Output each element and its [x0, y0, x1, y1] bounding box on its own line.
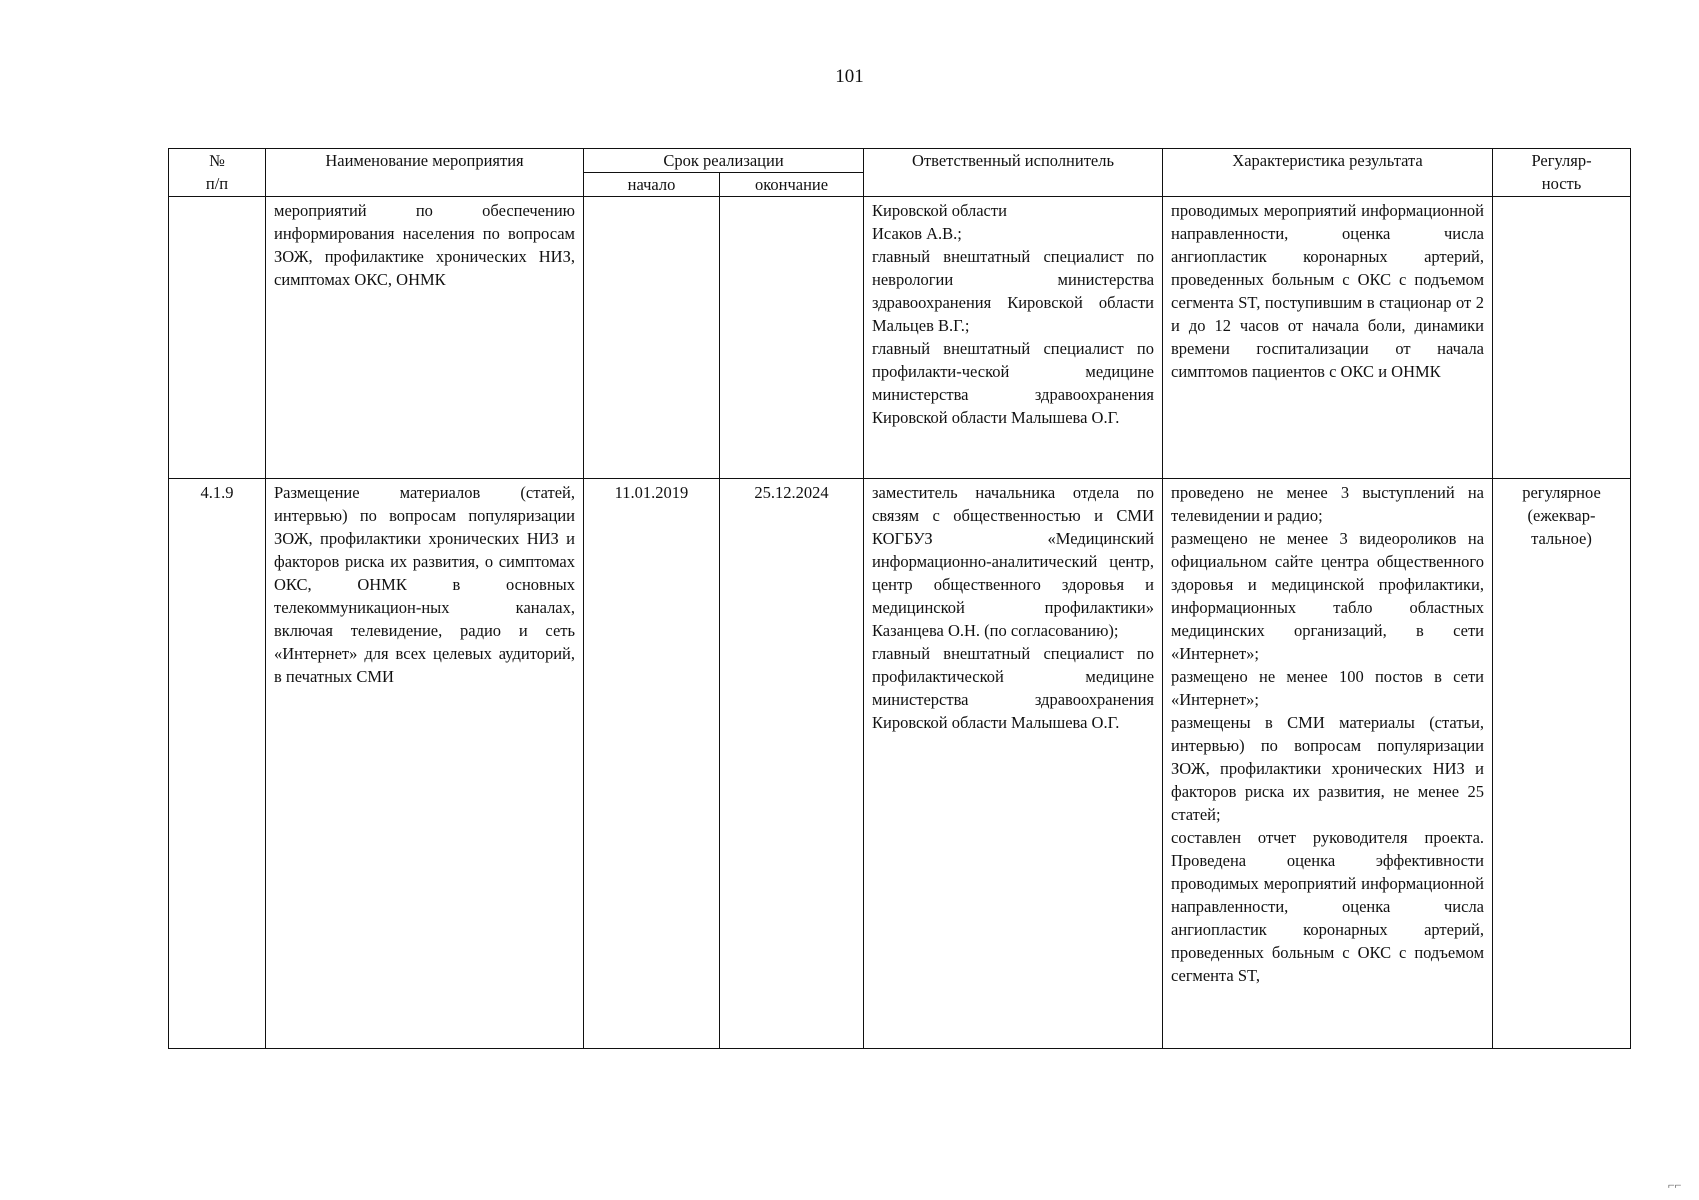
scan-corner-mark: ⌐⌐: [1668, 1178, 1682, 1192]
cell-event-name: Размещение материалов (статей, интервью) по вопросам популяризации ЗОЖ, профилактики хронических НИЗ и факторов риска их развития, о симптомах ОКС, ОНМК в основных телекоммуникацион-ных каналах, включая телевидение, радио и сеть «Интернет» для всех целевых аудиторий, в печатных СМИ: [266, 479, 584, 1049]
header-number: № п/п: [169, 149, 266, 197]
cell-regularity: [1493, 197, 1631, 479]
cell-event-name: мероприятий по обеспечению информирования населения по вопросам ЗОЖ, профилактике хронических НИЗ, симптомах ОКС, ОНМК: [266, 197, 584, 479]
events-table: [168, 148, 1631, 1049]
cell-end: 25.12.2024: [720, 479, 864, 1049]
cell-number: 4.1.9: [169, 479, 266, 1049]
header-period: Срок реализации: [584, 149, 864, 173]
cell-result: проводимых мероприятий информационной направленности, оценка числа ангиопластик коронарных артерий, проведенных больным с ОКС с подъемом сегмента ST, поступившим в стационар от 2 и до 12 часов от начала боли, динамики времени госпитализации от начала симптомов пациентов с ОКС и ОНМК: [1163, 197, 1493, 479]
cell-regularity: регулярное (ежеквар- тальное): [1493, 479, 1631, 1049]
header-result: Характеристика результата: [1163, 149, 1493, 197]
table-row: [169, 197, 1631, 479]
header-end: окончание: [720, 173, 864, 197]
cell-end: [720, 197, 864, 479]
header-event-name: Наименование мероприятия: [266, 149, 584, 197]
cell-start: 11.01.2019: [584, 479, 720, 1049]
header-row-top: [169, 149, 1631, 173]
cell-result: проведено не менее 3 выступлений на телевидении и радио; размещено не менее 3 видеороликов на официальном сайте центра общественного здоровья и медицинской профилактики, информационных табло областных медицинских организаций, в сети «Интернет»; размещено не менее 100 постов в сети «Интернет»; размещены в СМИ материалы (статьи, интервью) по вопросам популяризации ЗОЖ, профилактики хронических НИЗ и факторов риска их развития, не менее 25 статей; составлен отчет руководителя проекта. Проведена оценка эффективности проводимых мероприятий информационной направленности, оценка числа ангиопластик коронарных артерий, проведенных больным с ОКС с подъемом сегмента ST,: [1163, 479, 1493, 1049]
header-start: начало: [584, 173, 720, 197]
page-number: 101: [835, 66, 864, 87]
header-regularity: Регуляр- ность: [1493, 149, 1631, 197]
cell-start: [584, 197, 720, 479]
cell-responsible: заместитель начальника отдела по связям с общественностью и СМИ КОГБУЗ «Медицинский информационно-аналитический центр, центр общественного здоровья и медицинской профилактики» Казанцева О.Н. (по согласованию); главный внештатный специалист по профилактической медицине министерства здравоохранения Кировской области Малышева О.Г.: [864, 479, 1163, 1049]
table-row: [169, 479, 1631, 1049]
header-responsible: Ответственный исполнитель: [864, 149, 1163, 197]
cell-number: [169, 197, 266, 479]
cell-responsible: Кировской области Исаков А.В.; главный внештатный специалист по неврологии министерства здравоохранения Кировской области Мальцев В.Г.; главный внештатный специалист по профилакти-ческой медицине министерства здравоохранения Кировской области Малышева О.Г.: [864, 197, 1163, 479]
